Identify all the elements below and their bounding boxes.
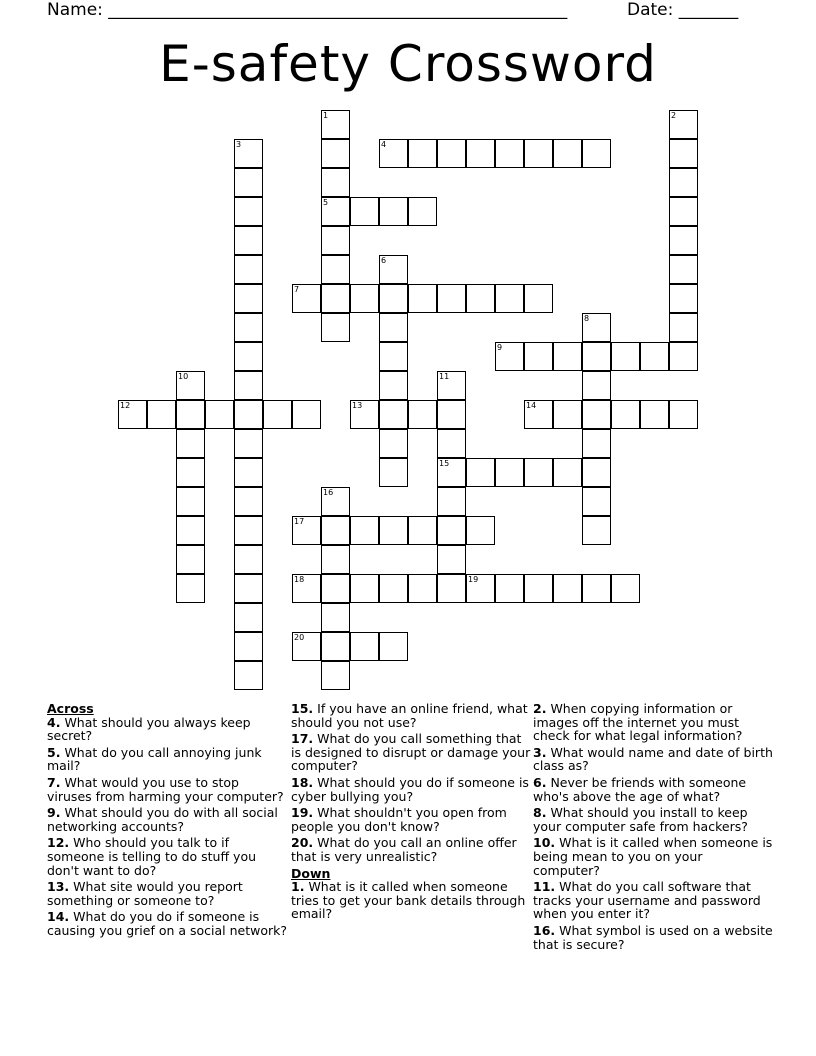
- grid-cell[interactable]: [321, 284, 350, 313]
- grid-cell[interactable]: [640, 342, 669, 371]
- clue-down: [533, 924, 773, 951]
- grid-cell[interactable]: [669, 313, 698, 342]
- clue-number: 9: [497, 343, 503, 352]
- grid-cell[interactable]: [350, 400, 379, 429]
- grid-cell[interactable]: [234, 603, 263, 632]
- clue-down: [533, 776, 773, 803]
- clue-number: 5.: [47, 744, 61, 760]
- clue-across: [291, 806, 531, 833]
- grid-cell[interactable]: [292, 632, 321, 661]
- clue-across: [291, 702, 531, 729]
- grid-cell[interactable]: [234, 487, 263, 516]
- grid-cell[interactable]: [466, 284, 495, 313]
- grid-cell[interactable]: [553, 400, 582, 429]
- grid-cell[interactable]: [495, 342, 524, 371]
- name-field[interactable]: Name: ______________________________________________________: [47, 0, 568, 20]
- grid-cell[interactable]: [118, 400, 147, 429]
- grid-cell[interactable]: [321, 603, 350, 632]
- grid-cell[interactable]: [669, 255, 698, 284]
- grid-cell[interactable]: [669, 110, 698, 139]
- grid-cell[interactable]: [524, 342, 553, 371]
- grid-cell[interactable]: [437, 371, 466, 400]
- clues-column-2: [291, 702, 531, 924]
- clue-number: 11: [439, 372, 450, 381]
- grid-cell[interactable]: [437, 284, 466, 313]
- grid-cell[interactable]: [147, 400, 176, 429]
- clue-number: 4.: [47, 714, 61, 730]
- down-heading: Down: [291, 865, 331, 881]
- clue-number: 2.: [533, 701, 547, 716]
- clue-across: [291, 732, 531, 773]
- grid-cell[interactable]: [640, 400, 669, 429]
- clue-text: What symbol is used on a website that is secure?: [533, 922, 773, 952]
- clue-number: 18: [294, 575, 305, 584]
- grid-cell[interactable]: [669, 226, 698, 255]
- clue-text: What should you do with all social networking accounts?: [47, 805, 278, 834]
- grid-cell[interactable]: [437, 458, 466, 487]
- clue-text: What do you call something that is designed to disrupt or damage your computer?: [291, 731, 531, 774]
- clue-number: 1.: [291, 879, 305, 895]
- grid-cell[interactable]: [553, 458, 582, 487]
- clue-text: What is it called when someone tries to get your bank details through email?: [291, 879, 526, 922]
- clue-down: [533, 746, 773, 773]
- clue-number: 6: [381, 256, 387, 265]
- grid-cell[interactable]: [669, 400, 698, 429]
- grid-cell[interactable]: [379, 400, 408, 429]
- clue-number: 16.: [533, 922, 556, 938]
- grid-cell[interactable]: [321, 661, 350, 690]
- clue-number: 5: [323, 198, 329, 207]
- grid-cell[interactable]: [234, 197, 263, 226]
- clue-number: 19: [468, 575, 479, 584]
- grid-cell[interactable]: [669, 197, 698, 226]
- grid-cell[interactable]: [379, 255, 408, 284]
- grid-cell[interactable]: [234, 661, 263, 690]
- clues-column-3: [533, 702, 773, 954]
- grid-cell[interactable]: [176, 371, 205, 400]
- grid-cell[interactable]: [176, 487, 205, 516]
- clue-text: If you have an online friend, what should you not use?: [291, 701, 528, 730]
- clue-text: What should you do if someone is cyber bullying you?: [291, 774, 529, 804]
- clue-number: 12.: [47, 835, 70, 851]
- grid-cell[interactable]: [408, 284, 437, 313]
- clue-number: 15: [439, 459, 450, 468]
- grid-cell[interactable]: [611, 342, 640, 371]
- grid-cell[interactable]: [176, 429, 205, 458]
- grid-cell[interactable]: [321, 313, 350, 342]
- grid-cell[interactable]: [321, 632, 350, 661]
- clue-number: 15.: [291, 701, 314, 716]
- clue-text: Never be friends with someone who's above the age of what?: [533, 774, 747, 804]
- grid-cell[interactable]: [176, 574, 205, 603]
- grid-cell[interactable]: [495, 139, 524, 168]
- grid-cell[interactable]: [466, 516, 495, 545]
- grid-cell[interactable]: [466, 139, 495, 168]
- grid-cell[interactable]: [379, 313, 408, 342]
- clue-number: 3.: [533, 744, 547, 760]
- grid-cell[interactable]: [234, 168, 263, 197]
- grid-cell[interactable]: [292, 574, 321, 603]
- grid-cell[interactable]: [582, 342, 611, 371]
- grid-cell[interactable]: [379, 516, 408, 545]
- grid-cell[interactable]: [524, 139, 553, 168]
- grid-cell[interactable]: [495, 458, 524, 487]
- grid-cell[interactable]: [321, 226, 350, 255]
- clue-number: 11.: [533, 879, 556, 895]
- grid-cell[interactable]: [669, 168, 698, 197]
- clue-down: [533, 836, 773, 877]
- grid-cell[interactable]: [234, 313, 263, 342]
- clue-text: What do you call an online offer that is very unrealistic?: [291, 835, 517, 864]
- clue-number: 17.: [291, 731, 314, 747]
- grid-cell[interactable]: [379, 429, 408, 458]
- grid-cell[interactable]: [205, 400, 234, 429]
- grid-cell[interactable]: [408, 197, 437, 226]
- grid-cell[interactable]: [350, 632, 379, 661]
- grid-cell[interactable]: [524, 458, 553, 487]
- clue-number: 8.: [533, 805, 547, 821]
- grid-cell[interactable]: [524, 574, 553, 603]
- clue-text: When copying information or images off the internet you must check for what legal information?: [533, 701, 743, 744]
- grid-cell[interactable]: [379, 632, 408, 661]
- grid-cell[interactable]: [234, 342, 263, 371]
- clue-number: 14: [526, 401, 537, 410]
- grid-cell[interactable]: [437, 139, 466, 168]
- grid-cell[interactable]: [408, 516, 437, 545]
- clue-number: 4: [381, 140, 387, 149]
- grid-cell[interactable]: [321, 168, 350, 197]
- clue-number: 2: [671, 111, 677, 120]
- grid-cell[interactable]: [234, 371, 263, 400]
- clue-text: What would name and date of birth class as?: [533, 744, 773, 774]
- clue-across: [47, 880, 287, 907]
- grid-cell[interactable]: [524, 400, 553, 429]
- clue-down: [291, 880, 531, 921]
- grid-cell[interactable]: [582, 139, 611, 168]
- grid-cell[interactable]: [234, 400, 263, 429]
- grid-cell[interactable]: [263, 400, 292, 429]
- grid-cell[interactable]: [350, 516, 379, 545]
- clue-number: 10: [178, 372, 189, 381]
- clue-text: Who should you talk to if someone is telling to do stuff you don't want to do?: [47, 835, 257, 878]
- grid-cell[interactable]: [292, 400, 321, 429]
- grid-cell[interactable]: [350, 284, 379, 313]
- grid-cell[interactable]: [437, 545, 466, 574]
- grid-cell[interactable]: [292, 284, 321, 313]
- clue-text: What do you call annoying junk mail?: [47, 744, 262, 774]
- grid-cell[interactable]: [582, 487, 611, 516]
- clue-text: What should you install to keep your computer safe from hackers?: [533, 805, 748, 834]
- grid-cell[interactable]: [321, 487, 350, 516]
- grid-cell[interactable]: [321, 574, 350, 603]
- grid-cell[interactable]: [437, 400, 466, 429]
- grid-cell[interactable]: [524, 284, 553, 313]
- clue-number: 14.: [47, 909, 70, 925]
- grid-cell[interactable]: [466, 458, 495, 487]
- clue-number: 7: [294, 285, 300, 294]
- grid-cell[interactable]: [321, 139, 350, 168]
- grid-cell[interactable]: [437, 516, 466, 545]
- grid-cell[interactable]: [495, 574, 524, 603]
- clue-number: 19.: [291, 805, 314, 821]
- grid-cell[interactable]: [437, 487, 466, 516]
- grid-cell[interactable]: [350, 197, 379, 226]
- grid-cell[interactable]: [234, 458, 263, 487]
- grid-cell[interactable]: [379, 371, 408, 400]
- grid-cell[interactable]: [321, 545, 350, 574]
- grid-cell[interactable]: [176, 458, 205, 487]
- clue-number: 18.: [291, 774, 314, 790]
- clue-across: [47, 836, 287, 877]
- clue-across: [291, 776, 531, 803]
- grid-cell[interactable]: [321, 255, 350, 284]
- clue-number: 3: [236, 140, 242, 149]
- grid-cell[interactable]: [292, 516, 321, 545]
- clues-column-1: [47, 702, 287, 941]
- grid-cell[interactable]: [437, 574, 466, 603]
- clue-number: 6.: [533, 774, 547, 790]
- grid-cell[interactable]: [437, 429, 466, 458]
- grid-cell[interactable]: [582, 458, 611, 487]
- clue-text: What would you use to stop viruses from harming your computer?: [47, 774, 284, 804]
- grid-cell[interactable]: [582, 400, 611, 429]
- grid-cell[interactable]: [582, 429, 611, 458]
- grid-cell[interactable]: [582, 516, 611, 545]
- grid-cell[interactable]: [321, 110, 350, 139]
- grid-cell[interactable]: [234, 255, 263, 284]
- grid-cell[interactable]: [553, 139, 582, 168]
- clue-number: 7.: [47, 774, 61, 790]
- grid-cell[interactable]: [582, 574, 611, 603]
- date-field[interactable]: Date: _______: [627, 0, 739, 20]
- grid-cell[interactable]: [234, 139, 263, 168]
- clue-across: [47, 716, 287, 743]
- grid-cell[interactable]: [176, 545, 205, 574]
- grid-cell[interactable]: [176, 400, 205, 429]
- clue-number: 13: [352, 401, 363, 410]
- clue-number: 12: [120, 401, 131, 410]
- grid-cell[interactable]: [669, 139, 698, 168]
- clue-number: 9.: [47, 805, 61, 821]
- grid-cell[interactable]: [611, 574, 640, 603]
- grid-cell[interactable]: [234, 545, 263, 574]
- grid-cell[interactable]: [408, 139, 437, 168]
- grid-cell[interactable]: [466, 574, 495, 603]
- grid-cell[interactable]: [553, 342, 582, 371]
- grid-cell[interactable]: [379, 342, 408, 371]
- clue-text: What shouldn't you open from people you don't know?: [291, 805, 507, 834]
- clue-text: What do you do if someone is causing you grief on a social network?: [47, 909, 288, 938]
- clue-number: 20.: [291, 835, 314, 851]
- clue-text: What do you call software that tracks your username and password when you enter it?: [533, 879, 761, 922]
- clue-number: 10.: [533, 835, 556, 851]
- clue-number: 16: [323, 488, 334, 497]
- grid-cell[interactable]: [234, 574, 263, 603]
- clue-across: [47, 776, 287, 803]
- grid-cell[interactable]: [582, 313, 611, 342]
- grid-cell[interactable]: [553, 574, 582, 603]
- page-title: E-safety Crossword: [159, 35, 657, 93]
- grid-cell[interactable]: [234, 429, 263, 458]
- grid-cell[interactable]: [669, 284, 698, 313]
- clue-number: 8: [584, 314, 590, 323]
- grid-cell[interactable]: [408, 574, 437, 603]
- grid-cell[interactable]: [176, 516, 205, 545]
- clue-across: [47, 910, 287, 937]
- grid-cell[interactable]: [408, 400, 437, 429]
- grid-cell[interactable]: [234, 284, 263, 313]
- clue-across: [47, 746, 287, 773]
- clue-text: What is it called when someone is being mean to you on your computer?: [533, 835, 773, 878]
- clue-number: 17: [294, 517, 305, 526]
- grid-cell[interactable]: [379, 458, 408, 487]
- grid-cell[interactable]: [495, 284, 524, 313]
- grid-cell[interactable]: [379, 139, 408, 168]
- grid-cell[interactable]: [234, 516, 263, 545]
- clue-text: What should you always keep secret?: [47, 714, 251, 744]
- grid-cell[interactable]: [669, 342, 698, 371]
- clue-number: 20: [294, 633, 305, 642]
- clue-text: What site would you report something or someone to?: [47, 879, 243, 908]
- grid-cell[interactable]: [582, 371, 611, 400]
- grid-cell[interactable]: [234, 632, 263, 661]
- grid-cell[interactable]: [234, 226, 263, 255]
- clue-down: [533, 702, 773, 743]
- grid-cell[interactable]: [611, 400, 640, 429]
- grid-cell[interactable]: [379, 574, 408, 603]
- grid-cell[interactable]: [379, 197, 408, 226]
- clue-number: 1: [323, 111, 329, 120]
- grid-cell[interactable]: [321, 516, 350, 545]
- grid-cell[interactable]: [379, 284, 408, 313]
- clue-down: [533, 806, 773, 833]
- grid-cell[interactable]: [350, 574, 379, 603]
- grid-cell[interactable]: [321, 197, 350, 226]
- clue-across: [291, 836, 531, 863]
- header: [47, 0, 747, 22]
- clue-down: [533, 880, 773, 921]
- clue-across: [47, 806, 287, 833]
- clue-number: 13.: [47, 879, 70, 895]
- across-heading: Across: [47, 701, 94, 716]
